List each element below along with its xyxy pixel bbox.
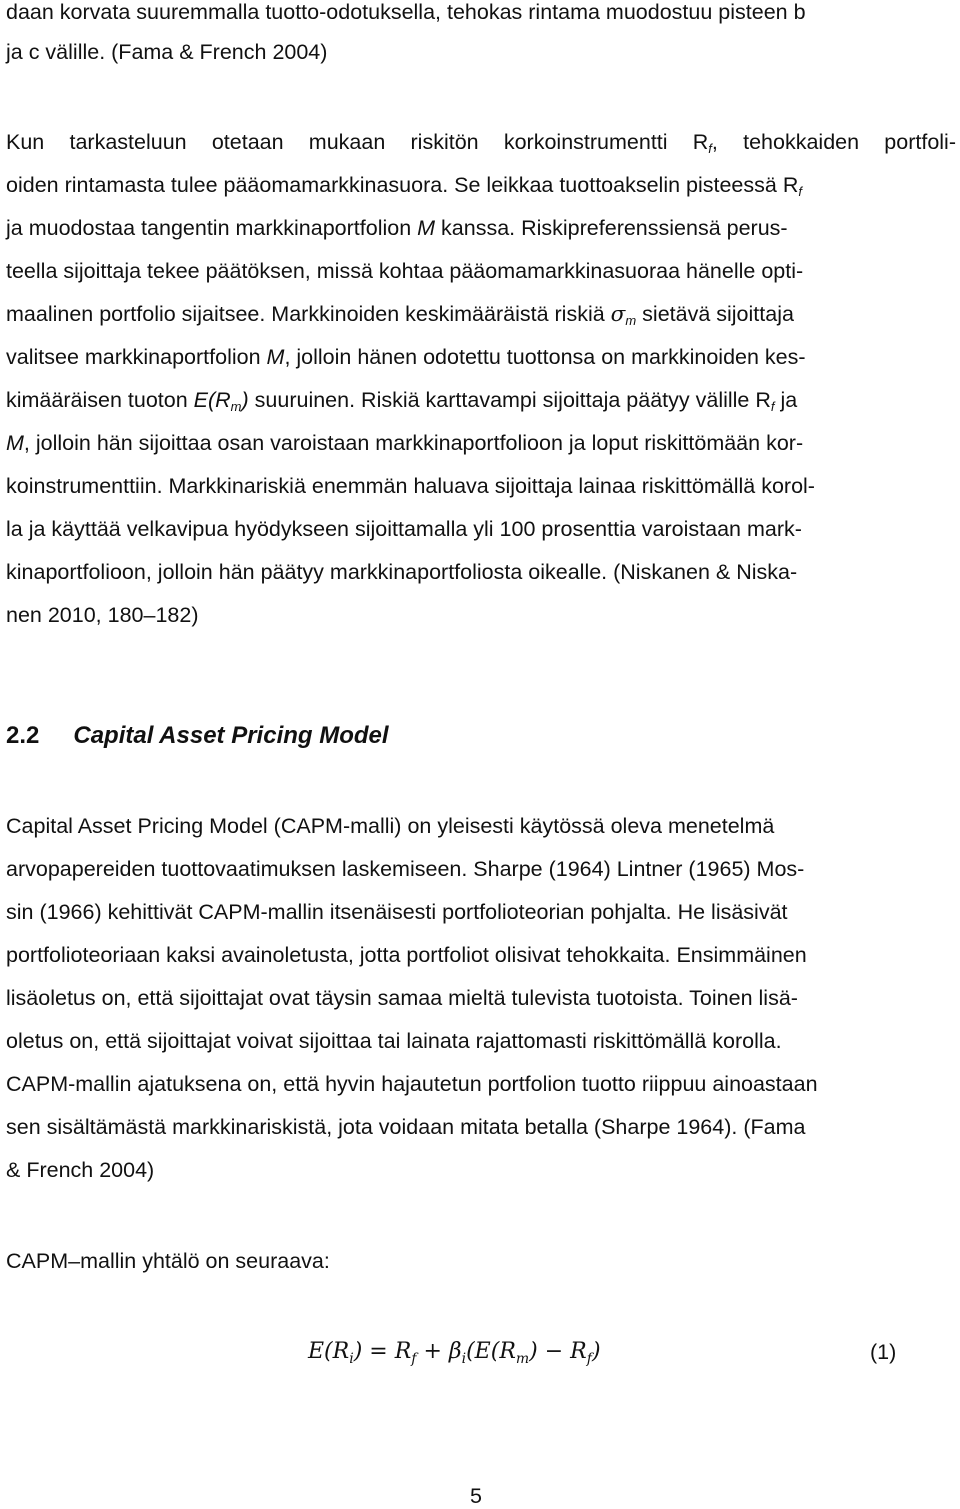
- paragraph-line: teella sijoittaja tekee päätöksen, missä kohtaa pääomamarkkinasuoraa hänelle opti-: [6, 259, 804, 283]
- paragraph-line: kinaportfolioon, jolloin hän päätyy markkinaportfoliosta oikealle. (Niskanen & Niska-: [6, 560, 798, 584]
- paragraph-line: CAPM‒mallin yhtälö on seuraava:: [6, 1249, 330, 1273]
- paragraph-line: sin (1966) kehittivät CAPM-mallin itsenäisesti portfolioteorian pohjalta. He lisäsivät: [6, 900, 788, 924]
- paragraph-line: M, jolloin hän sijoittaa osan varoistaan markkinaportfolioon ja loput riskittömään kor-: [6, 431, 804, 455]
- paragraph-line: CAPM-mallin ajatuksena on, että hyvin hajautetun portfolion tuotto riippuu ainoastaan: [6, 1072, 818, 1096]
- paragraph-line: ja muodostaa tangentin markkinaportfolion M kanssa. Riskipreferenssiensä perus-: [6, 216, 788, 240]
- page-number: 5: [470, 1484, 482, 1508]
- paragraph-line: maalinen portfolio sijaitsee. Markkinoiden keskimääräistä riskiä $\sigma_m$ sietävä sijoittaja: [6, 302, 794, 328]
- equation-number: (1): [870, 1340, 897, 1364]
- capm-equation: $E(R_i) = R_f + \beta_i(E(R_m) - R_f)$: [308, 1339, 601, 1367]
- section-number: 2.2: [6, 722, 40, 749]
- section-title: Capital Asset Pricing Model: [73, 722, 389, 749]
- paragraph-line: arvopapereiden tuottovaatimuksen laskemiseen. Sharpe (1964) Lintner (1965) Mos-: [6, 857, 805, 881]
- section-heading: [6, 720, 389, 752]
- paragraph-line: Capital Asset Pricing Model (CAPM-malli) on yleisesti käytössä oleva menetelmä: [6, 814, 775, 838]
- paragraph-line: Kun tarkasteluun otetaan mukaan riskitön korkoinstrumentti $R_f$, tehokkaiden portfoli-: [6, 130, 956, 156]
- paragraph-line: valitsee markkinaportfolion M, jolloin hänen odotettu tuottonsa on markkinoiden kes-: [6, 345, 806, 369]
- paragraph-line: portfolioteoriaan kaksi avainoletusta, jotta portfoliot olisivat tehokkaita. Ensimmäinen: [6, 943, 807, 967]
- paragraph-line: & French 2004): [6, 1158, 155, 1182]
- paragraph-line: oiden rintamasta tulee pääomamarkkinasuora. Se leikkaa tuottoakselin pisteessä $R_f$: [6, 173, 802, 199]
- paragraph-line: koinstrumenttiin. Markkinariskiä enemmän haluava sijoittaja lainaa riskittömällä korol-: [6, 474, 815, 498]
- paragraph-line: kimääräisen tuoton $E(R_m)$ suuruinen. Riskiä karttavampi sijoittaja päätyy välille $R_f$ ja: [6, 388, 798, 414]
- paragraph-line: oletus on, että sijoittajat voivat sijoittaa tai lainata rajattomasti riskittömällä korolla.: [6, 1029, 782, 1053]
- paragraph-line: nen 2010, 180‒182): [6, 603, 199, 627]
- paragraph-line: sen sisältämästä markkinariskistä, jota voidaan mitata betalla (Sharpe 1964). (Fama: [6, 1115, 806, 1139]
- paragraph-line: daan korvata suuremmalla tuotto-odotuksella, tehokas rintama muodostuu pisteen b: [6, 0, 806, 24]
- paragraph-line: lisäoletus on, että sijoittajat ovat täysin samaa mieltä tulevista tuotoista. Toinen lisä-: [6, 986, 798, 1010]
- paragraph-line: la ja käyttää velkavipua hyödykseen sijoittamalla yli 100 prosenttia varoistaan mark-: [6, 517, 802, 541]
- paragraph-line: ja c välille. (Fama & French 2004): [6, 40, 328, 64]
